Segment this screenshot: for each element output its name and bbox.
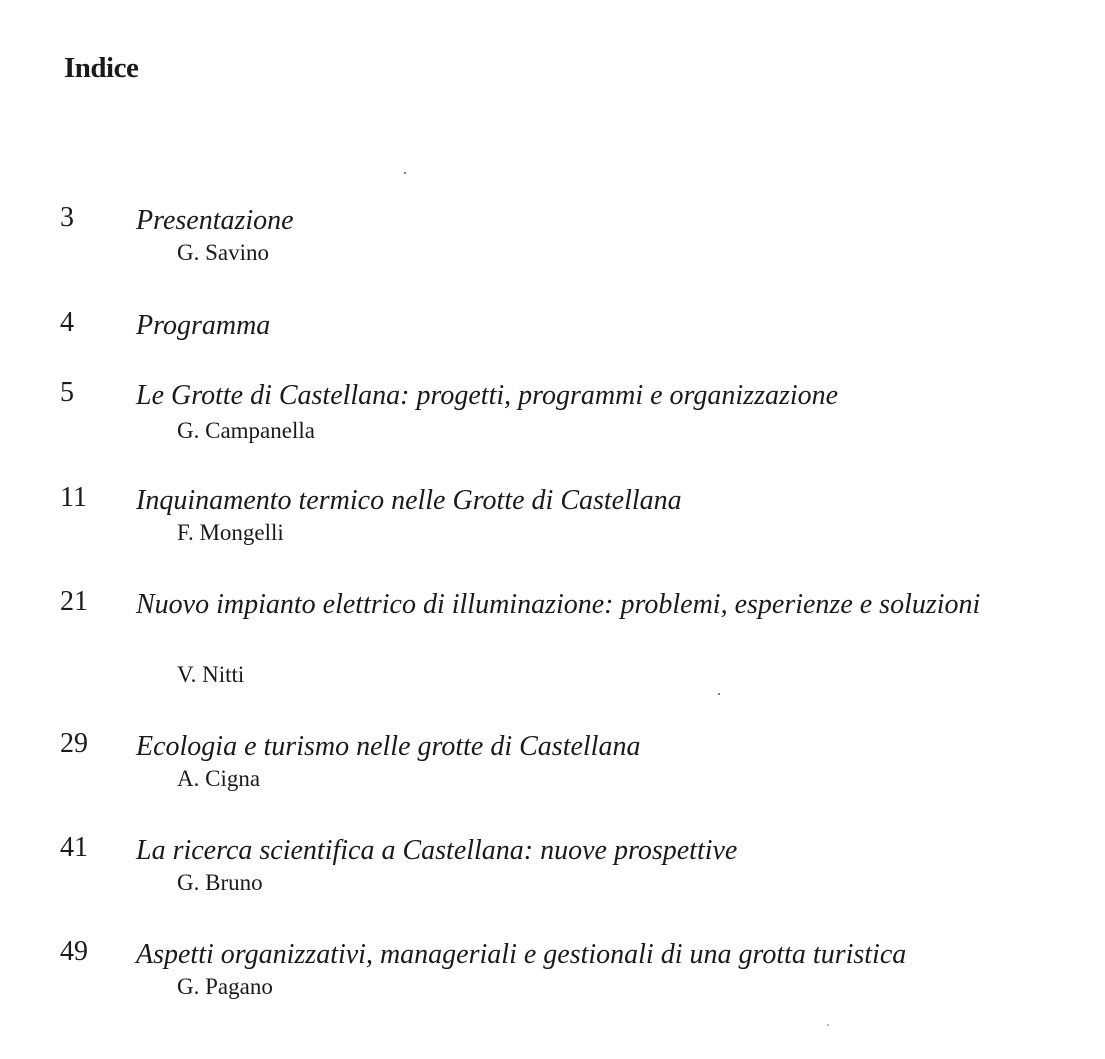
page-number: 11	[60, 482, 87, 513]
entry-author: G. Savino	[177, 240, 269, 265]
entry-author: G. Pagano	[177, 974, 273, 999]
page-number: 3	[60, 202, 74, 233]
page-number: 21	[60, 586, 88, 617]
scan-speck	[827, 1024, 829, 1026]
entry-title: Aspetti organizzativi, manageriali e gestionali di una grotta turistica	[136, 939, 907, 970]
page-number: 4	[60, 307, 74, 338]
entry-author: G. Campanella	[177, 418, 315, 443]
entry-title: Presentazione	[136, 205, 294, 236]
entry-title: Nuovo impianto elettrico di illuminazione: problemi, esperienze e soluzioni	[136, 589, 981, 620]
page-number: 49	[60, 936, 88, 967]
page-number: 41	[60, 832, 88, 863]
page-number: 5	[60, 377, 74, 408]
entry-title: Programma	[136, 310, 271, 341]
entry-title: Le Grotte di Castellana: progetti, programmi e organizzazione	[136, 380, 839, 411]
scan-speck	[718, 693, 720, 695]
page-number: 29	[60, 728, 88, 759]
entry-title: Ecologia e turismo nelle grotte di Castellana	[136, 731, 641, 762]
entry-author: A. Cigna	[177, 766, 261, 791]
entry-author: F. Mongelli	[177, 520, 284, 545]
entry-author: G. Bruno	[177, 870, 263, 895]
page-title: Indice	[64, 52, 139, 84]
entry-title: La ricerca scientifica a Castellana: nuove prospettive	[136, 835, 738, 866]
scan-speck	[404, 172, 406, 174]
entry-title: Inquinamento termico nelle Grotte di Castellana	[136, 485, 682, 516]
entry-author: V. Nitti	[177, 662, 245, 687]
